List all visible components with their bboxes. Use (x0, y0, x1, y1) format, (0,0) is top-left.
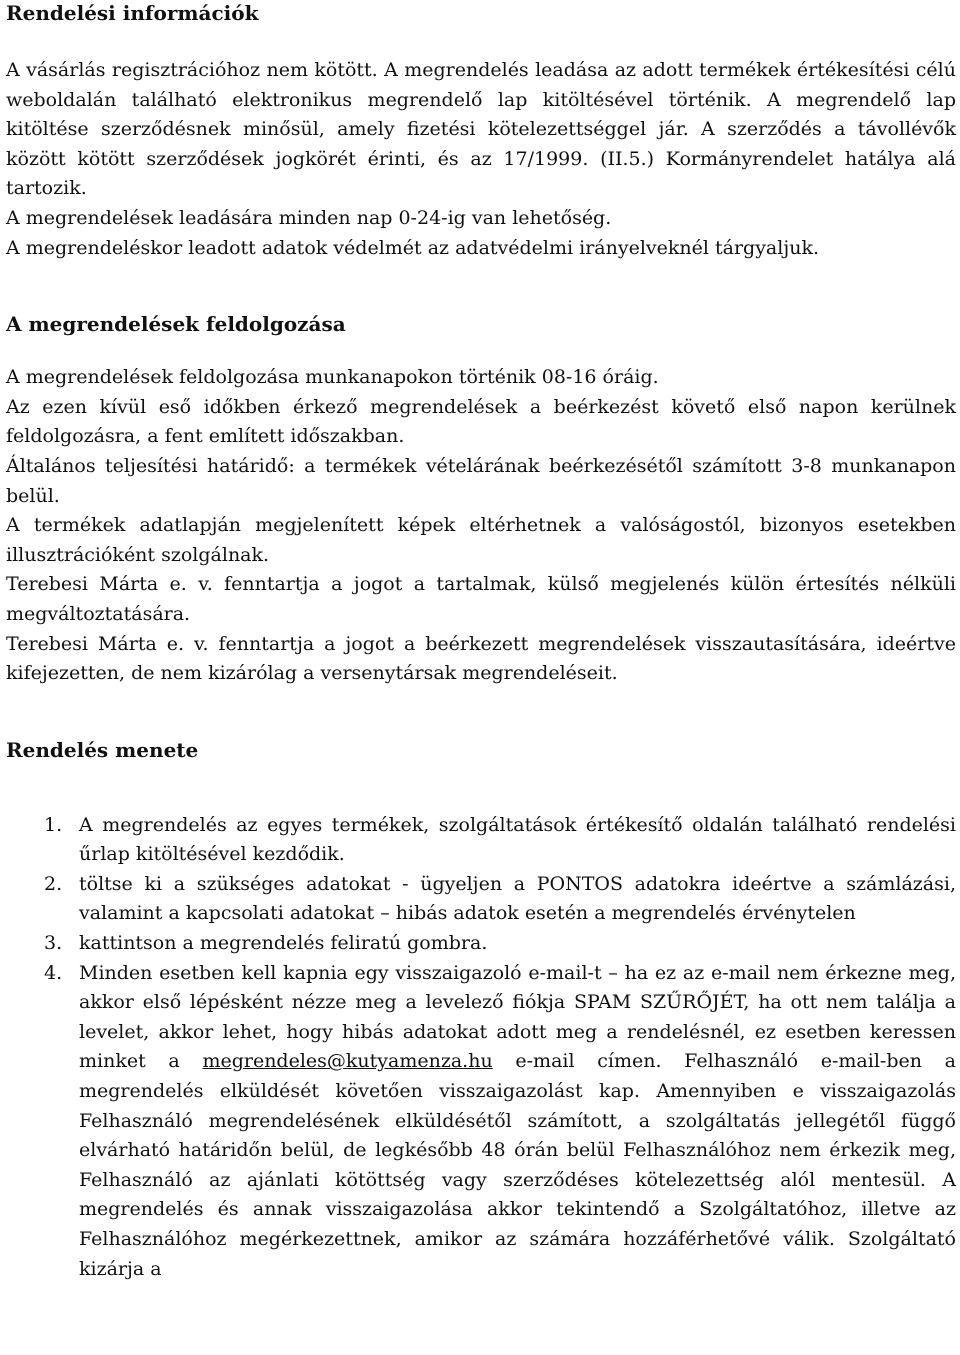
list-item-text: töltse ki a szükséges adatokat - ügyeljen a PONTOS adatokra ideértve a számlázási, valamint a kapcsolati adatokat – hibás adatok esetén a megrendelés érvénytelen (79, 872, 956, 925)
heading-feldolgozas: A megrendelések feldolgozása (6, 312, 346, 337)
list-item (6, 870, 956, 929)
info-paragraph-2: A megrendelések leadására minden nap 0-24-ig van lehetőség. (6, 206, 612, 229)
processing-paragraph-4: A termékek adatlapján megjelenített képek eltérhetnek a valóságostól, bizonyos esetekben illusztrációként szolgálnak. (6, 514, 956, 566)
heading-rendeles-menete: Rendelés menete (6, 737, 199, 762)
list-item-text: A megrendelés az egyes termékek, szolgáltatások értékesítő oldalán található rendelési űrlap kitöltésével kezdődik. (79, 813, 956, 866)
document-page (6, 0, 956, 1284)
list-item-number: 2. (44, 872, 63, 895)
list-item (6, 811, 956, 870)
processing-paragraph-3: Általános teljesítési határidő: a termékek vételárának beérkezésétől számított 3-8 munkanapon belül. (6, 454, 956, 507)
list-item-number: 4. (44, 961, 63, 984)
list-item (6, 959, 956, 1285)
list-item (6, 929, 956, 959)
processing-paragraph-5: Terebesi Márta e. v. fenntartja a jogot a tartalmak, külső megjelenés külön értesítés nélküli megváltoztatására. (6, 573, 956, 625)
list-item-text (79, 959, 956, 1285)
list-item-text: kattintson a megrendelés feliratú gombra. (79, 932, 488, 955)
processing-paragraph-1: A megrendelések feldolgozása munkanapokon történik 08-16 óráig. (6, 366, 659, 389)
info-paragraph-3: A megrendeléskor leadott adatok védelmét az adatvédelmi irányelveknél tárgyaljuk. (6, 236, 820, 259)
info-paragraph-1: A vásárlás regisztrációhoz nem kötött. A megrendelés leadása az adott termékek értékesítési célú weboldalán található elektronikus megrendelő lap kitöltésével történik. A megrendelő lap kitöltése szerződésnek minősül, amely fizetési kötelezettséggel jár. A szerződés a távollévők között kötött szerződések jogkörét érinti, és az 17/1999. (II.5.) Kormányrendelet hatálya alá tartozik. (6, 59, 956, 200)
email-link[interactable]: megrendeles@kutyamenza.hu (202, 1050, 493, 1073)
heading-rendelesi-informaciok: Rendelési információk (6, 1, 259, 25)
list-item-number: 3. (44, 932, 63, 955)
list-item-text-after-link: e-mail címen. Felhasználó e-mail-ben a megrendelés elküldését követően visszaigazolást kap. Amennyiben e visszaigazolás Felhasználó megrendelésének elküldésétől számított, a szolgáltatás jellegétől függő elvárható határidőn belül, de legkésőbb 48 órán belül Felhasználóhoz nem érkezik meg, Felhasználó az ajánlati kötöttség vagy szerződéses kötelezettség alól mentesül. A megrendelés és annak visszaigazolása akkor tekintendő a Szolgáltatóhoz, illetve az Felhasználóhoz megérkezettnek, amikor az számára hozzáférhetővé válik. Szolgáltató kizárja a (79, 1050, 956, 1280)
order-steps-list (6, 811, 956, 1285)
list-item-number: 1. (44, 813, 63, 836)
list-item-text-before-link: Minden esetben kell kapnia egy visszaigazoló e-mail-t – ha ez az e-mail nem érkezne meg, akkor első lépésként nézze meg a levelező fiókja SPAM SZŰRŐJÉT, ha ott nem találja a levelet, akkor lehet, hogy hibás adatokat adott meg a rendelésnél, ez esetben keressen minket a (79, 961, 956, 1073)
processing-paragraph-6: Terebesi Márta e. v. fenntartja a jogot a beérkezett megrendelések visszautasítására, ideértve kifejezetten, de nem kizárólag a versenytársak megrendeléseit. (6, 632, 956, 685)
processing-paragraph-2: Az ezen kívül eső időkben érkező megrendelések a beérkezést követő első napon kerülnek feldolgozásra, a fent említett időszakban. (6, 395, 956, 448)
